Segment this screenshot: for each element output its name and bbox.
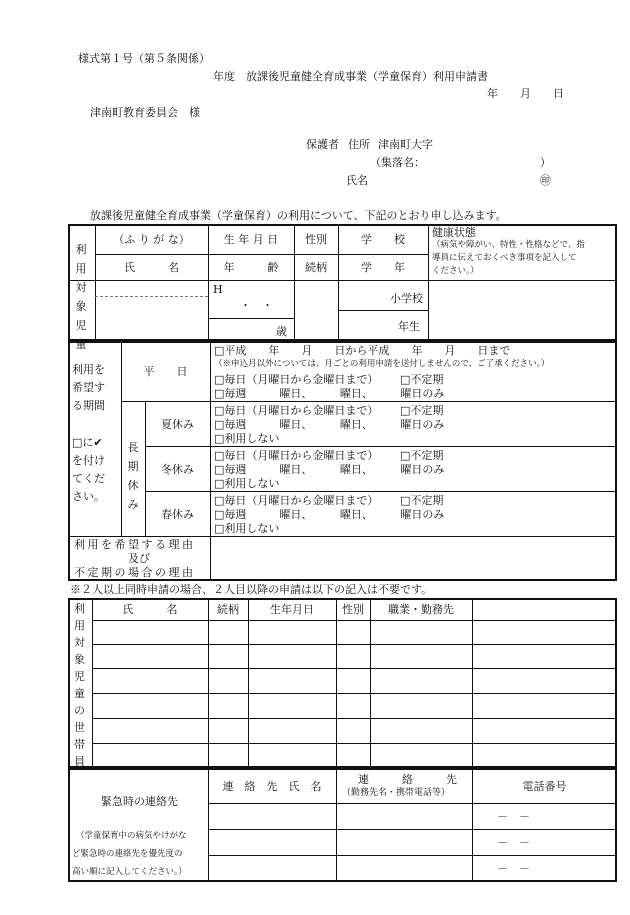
form-number: 様式第１号（第５条関係） xyxy=(78,52,210,65)
grade-unit: 年生 xyxy=(398,320,420,333)
address-value: 津南町大字 xyxy=(378,138,433,151)
household-side-8: 世 xyxy=(74,721,85,734)
household-col-job: 職業・勤務先 xyxy=(388,603,454,616)
reason-label-3: 不定期の場合の理由 xyxy=(74,566,196,579)
seal-mark: ㊞ xyxy=(540,174,551,187)
winter-label: 冬休み xyxy=(161,462,194,476)
winter-weekly-checkbox[interactable]: □毎週 曜日、 曜日、 曜日のみ xyxy=(214,463,445,476)
health-note-2: 導員に伝えておくべき事項を記入して xyxy=(432,253,577,263)
relation-header: 続柄 xyxy=(305,261,327,274)
form-title: 年度 放課後児童健全育成事業（学童保育）利用申請書 xyxy=(213,70,488,83)
age-header: 年 齢 xyxy=(223,261,279,274)
winter-daily-checkbox[interactable]: □毎日（月曜日から金曜日まで） xyxy=(214,449,379,462)
household-col-sex: 性別 xyxy=(342,603,364,616)
sex-header: 性別 xyxy=(305,233,327,246)
household-col-relation: 続柄 xyxy=(217,603,239,616)
contact-name-header: 連 絡 先 氏 名 xyxy=(222,779,322,793)
emergency-note-2: ど緊急時の連絡先を優先度の xyxy=(72,849,183,859)
health-note-1: （病気や障がい、特性・性格などで、指 xyxy=(432,240,585,250)
household-note: ※２人以上同時申請の場合、２人目以降の申請は以下の記入は不要です。 xyxy=(70,583,433,596)
birth-era[interactable]: H xyxy=(213,283,223,296)
emergency-label: 緊急時の連絡先 xyxy=(101,795,178,808)
weekday-note: （※申込月以外については、月ごとの利用申請を送付しませんので、ご了承ください。） xyxy=(214,359,550,369)
phone-field-2[interactable]: － － xyxy=(497,836,530,849)
household-side-4: 象 xyxy=(74,653,85,666)
summer-irregular-checkbox[interactable]: □不定期 xyxy=(400,404,444,417)
application-date: 年 月 日 xyxy=(487,87,564,100)
grade-header: 学 年 xyxy=(361,261,405,274)
period-side-6: てくだ xyxy=(72,472,105,485)
child-side-label: 利用対象児童 xyxy=(75,243,87,351)
contact-header-1: 連 絡 先 xyxy=(358,773,457,786)
household-side-6: 童 xyxy=(74,687,85,700)
school-header: 学 校 xyxy=(361,233,405,246)
addressee: 津南町教育委員会 様 xyxy=(90,106,200,119)
emergency-note-1: （学童保育中の病気やけがな xyxy=(76,831,187,841)
birth-date-input[interactable]: ・ ・ xyxy=(240,299,273,312)
household-side-9: 帯 xyxy=(74,738,85,751)
weekday-range[interactable]: □平成 年 月 日から平成 年 月 日まで xyxy=(214,344,511,357)
period-side-3: る期間 xyxy=(72,399,105,412)
weekday-daily-checkbox[interactable]: □毎日（月曜日から金曜日まで） xyxy=(214,373,379,386)
household-side-10: 員 xyxy=(74,755,85,768)
summer-none-checkbox[interactable]: □利用しない xyxy=(214,432,280,445)
period-side-5: を付け xyxy=(72,454,105,467)
winter-irregular-checkbox[interactable]: □不定期 xyxy=(400,449,444,462)
age-unit: 歳 xyxy=(276,325,287,338)
winter-none-checkbox[interactable]: □利用しない xyxy=(214,477,280,490)
village-label: （集落名： xyxy=(370,156,425,169)
household-side-3: 対 xyxy=(74,636,85,649)
summer-daily-checkbox[interactable]: □毎日（月曜日から金曜日まで） xyxy=(214,404,379,417)
spring-none-checkbox[interactable]: □利用しない xyxy=(214,522,280,535)
spring-daily-checkbox[interactable]: □毎日（月曜日から金曜日まで） xyxy=(214,494,379,507)
contact-header-2: （勤務先名・携帯電話等） xyxy=(342,788,451,798)
spring-label: 春休み xyxy=(161,507,194,521)
period-side-4: □に✔ xyxy=(72,436,103,449)
phone-field-1[interactable]: － － xyxy=(497,810,530,823)
name-label: 氏名 xyxy=(346,174,368,187)
household-col-birth: 生年月日 xyxy=(270,603,314,616)
health-title: 健康状態 xyxy=(432,226,476,239)
household-side-7: の xyxy=(74,704,85,717)
guardian-label: 保護者 xyxy=(306,138,339,151)
child-name-header: 氏 名 xyxy=(124,261,179,274)
summer-weekly-checkbox[interactable]: □毎週 曜日、 曜日、 曜日のみ xyxy=(214,418,445,431)
furigana-header: （ふ り が な） xyxy=(113,233,190,246)
phone-header: 電話番号 xyxy=(522,779,567,793)
school-unit: 小学校 xyxy=(390,292,423,305)
weekday-irregular-checkbox[interactable]: □不定期 xyxy=(400,373,444,386)
spring-irregular-checkbox[interactable]: □不定期 xyxy=(400,494,444,507)
birthdate-header: 生 年 月 日 xyxy=(223,233,279,246)
summer-label: 夏休み xyxy=(161,417,194,431)
household-side-2: 用 xyxy=(74,619,85,632)
period-side-7: さい。 xyxy=(72,490,105,503)
spring-weekly-checkbox[interactable]: □毎週 曜日、 曜日、 曜日のみ xyxy=(214,508,445,521)
household-side-5: 児 xyxy=(74,670,85,683)
reason-label-1: 利用を希望する理由 xyxy=(74,538,196,551)
household-side-1: 利 xyxy=(74,602,85,615)
intro-text: 放課後児童健全育成事業（学童保育）の利用について、下記のとおり申し込みます。 xyxy=(90,209,507,222)
phone-field-3[interactable]: － － xyxy=(497,862,530,875)
address-label: 住所 xyxy=(348,138,370,151)
weekday-label: 平 日 xyxy=(143,365,188,378)
long-holiday-label: 長期休み xyxy=(127,441,139,511)
village-close: ） xyxy=(540,156,551,169)
health-note-3: ください。） xyxy=(432,266,479,276)
weekday-weekly-checkbox[interactable]: □毎週 曜日、 曜日、 曜日のみ xyxy=(214,387,445,400)
emergency-note-3: 高い順に記入してください。） xyxy=(72,867,187,877)
reason-label-2: 及び xyxy=(128,552,150,565)
period-side-2: 希望す xyxy=(72,381,105,394)
household-col-name: 氏 名 xyxy=(122,603,178,616)
period-side-1: 利用を xyxy=(72,363,105,376)
